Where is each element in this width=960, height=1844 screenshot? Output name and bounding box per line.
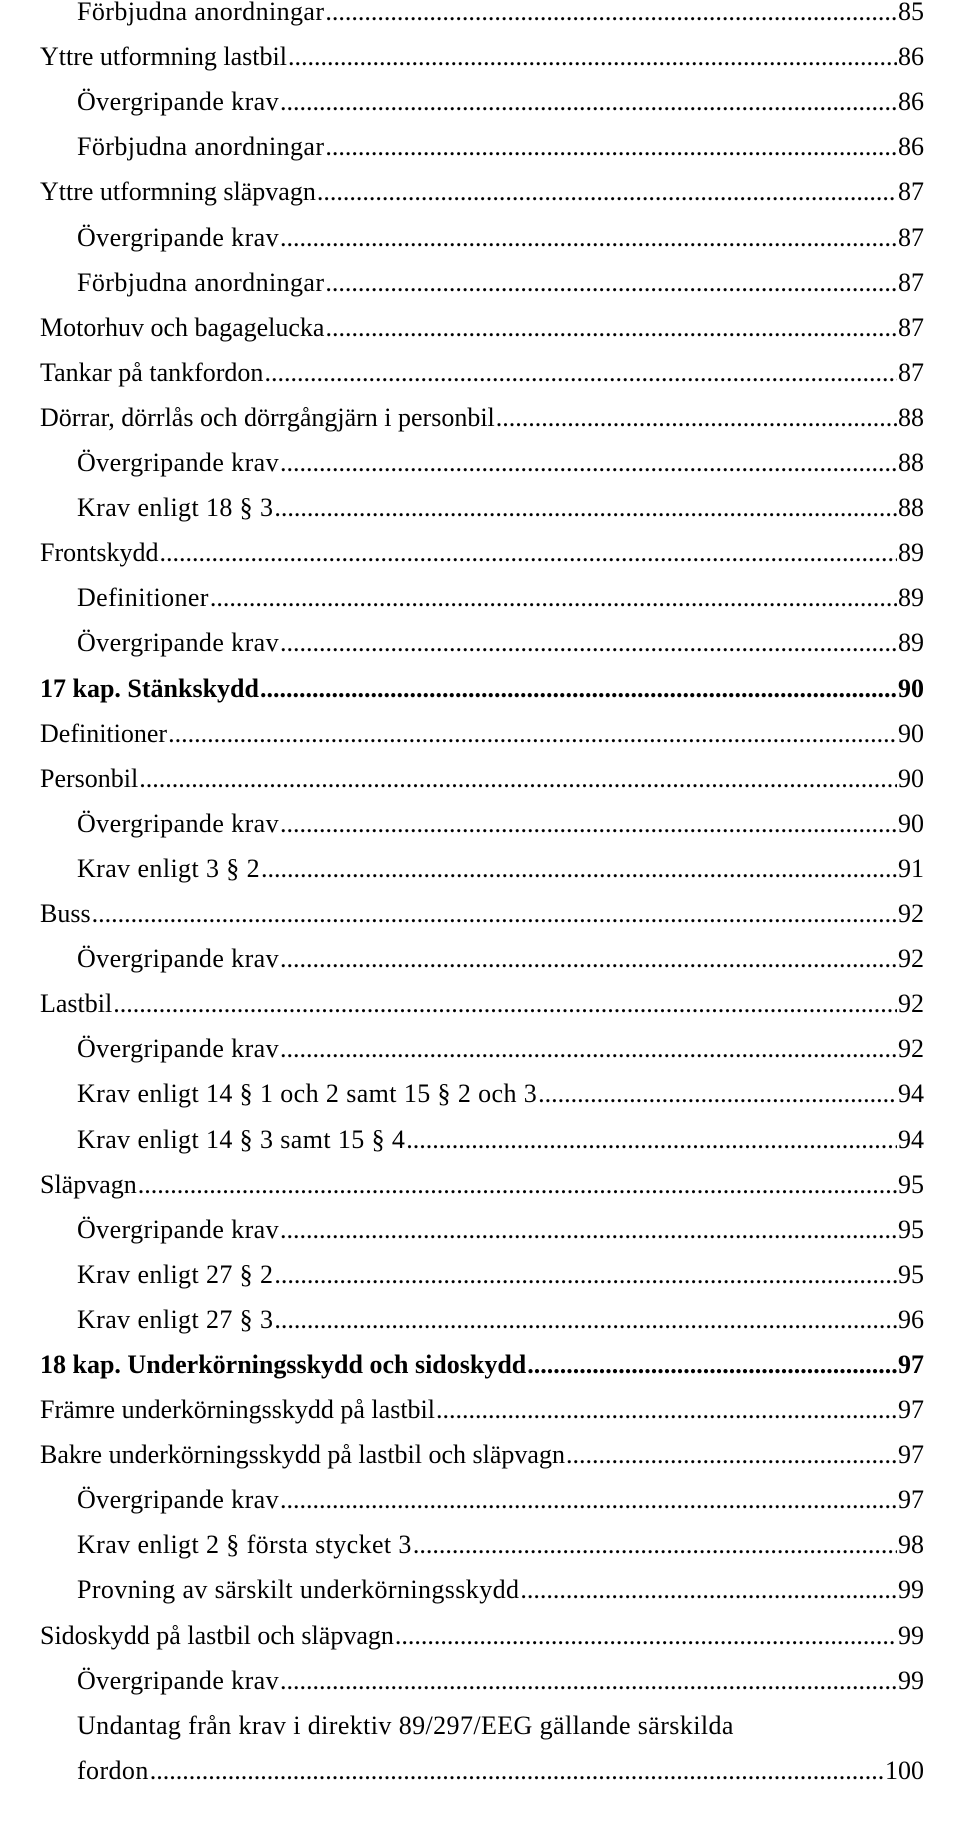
toc-entry[interactable] bbox=[77, 1661, 924, 1701]
dot-leader bbox=[168, 714, 897, 754]
toc-entry[interactable] bbox=[77, 218, 924, 258]
toc-entry[interactable] bbox=[77, 578, 924, 618]
toc-entry-title: Släpvagn bbox=[40, 1170, 137, 1199]
dot-leader bbox=[260, 669, 897, 709]
toc-entry-title: Tankar på tankfordon bbox=[40, 358, 264, 387]
toc-entry[interactable] bbox=[77, 1120, 924, 1160]
toc-entry-title: Definitioner bbox=[77, 583, 209, 612]
dot-leader bbox=[280, 623, 897, 663]
toc-entry[interactable] bbox=[77, 1706, 924, 1796]
toc-entry[interactable] bbox=[77, 127, 924, 167]
dot-leader bbox=[139, 759, 897, 799]
dot-leader bbox=[520, 1570, 897, 1610]
toc-entry[interactable] bbox=[77, 263, 924, 303]
dot-leader bbox=[264, 353, 897, 393]
toc-entry[interactable] bbox=[40, 894, 924, 934]
toc-entry-title: Yttre utformning lastbil bbox=[40, 42, 287, 71]
dot-leader bbox=[413, 1525, 897, 1565]
toc-entry[interactable] bbox=[77, 1570, 924, 1610]
dot-leader bbox=[325, 127, 897, 167]
toc-entry[interactable] bbox=[77, 443, 924, 483]
toc-entry[interactable] bbox=[77, 804, 924, 844]
toc-page-number: 99 bbox=[898, 1621, 924, 1650]
toc-entry[interactable] bbox=[77, 939, 924, 979]
toc-entry[interactable] bbox=[40, 1390, 924, 1430]
toc-entry[interactable] bbox=[40, 353, 924, 393]
toc-page-number: 92 bbox=[898, 944, 924, 973]
toc-page-number: 96 bbox=[898, 1305, 924, 1334]
toc-page-number: 89 bbox=[898, 628, 924, 657]
toc-entry[interactable] bbox=[77, 623, 924, 663]
toc-entry-title: Krav enligt 18 § 3 bbox=[77, 493, 274, 522]
dot-leader bbox=[280, 1210, 897, 1250]
toc-entry-title: Förbjudna anordningar bbox=[77, 268, 325, 297]
dot-leader bbox=[280, 1029, 897, 1069]
toc-page-number: 92 bbox=[898, 899, 924, 928]
toc-page-number: 95 bbox=[898, 1260, 924, 1289]
dot-leader bbox=[280, 1480, 897, 1520]
toc-entry-title: Övergripande krav bbox=[77, 1215, 279, 1244]
toc-entry[interactable] bbox=[40, 759, 924, 799]
toc-entry-title: Krav enligt 2 § första stycket 3 bbox=[77, 1530, 412, 1559]
toc-page-number: 100 bbox=[885, 1756, 924, 1785]
toc-entry-title: Övergripande krav bbox=[77, 1034, 279, 1063]
toc-page-number: 97 bbox=[898, 1350, 924, 1379]
toc-chapter-entry[interactable] bbox=[40, 669, 924, 709]
toc-entry-title: Sidoskydd på lastbil och släpvagn bbox=[40, 1621, 394, 1650]
toc-entry-title: Övergripande krav bbox=[77, 87, 279, 116]
toc-entry-title: Frontskydd bbox=[40, 538, 159, 567]
dot-leader bbox=[210, 578, 897, 618]
dot-leader bbox=[496, 398, 897, 438]
toc-page-number: 97 bbox=[898, 1395, 924, 1424]
dot-leader bbox=[325, 263, 897, 303]
toc-entry-title: Provning av särskilt underkörningsskydd bbox=[77, 1575, 520, 1604]
toc-entry-title: 18 kap. Underkörningsskydd och sidoskydd bbox=[40, 1350, 527, 1379]
toc-entry[interactable] bbox=[40, 172, 924, 212]
toc-entry-title: Övergripande krav bbox=[77, 448, 279, 477]
toc-page-number: 88 bbox=[898, 448, 924, 477]
toc-entry[interactable] bbox=[77, 1525, 924, 1565]
toc-entry[interactable] bbox=[40, 984, 924, 1024]
dot-leader bbox=[113, 984, 897, 1024]
dot-leader bbox=[261, 849, 897, 889]
toc-entry[interactable] bbox=[77, 0, 924, 32]
toc-entry-title: Definitioner bbox=[40, 719, 168, 748]
toc-entry[interactable] bbox=[40, 1616, 924, 1656]
toc-page-number: 95 bbox=[898, 1215, 924, 1244]
toc-entry-title: Krav enligt 14 § 1 och 2 samt 15 § 2 och 3 bbox=[77, 1079, 538, 1108]
toc-page-number: 91 bbox=[898, 854, 924, 883]
toc-entry-title: Övergripande krav bbox=[77, 223, 279, 252]
toc-entry-title: Övergripande krav bbox=[77, 1485, 279, 1514]
toc-entry-title: Krav enligt 14 § 3 samt 15 § 4 bbox=[77, 1125, 406, 1154]
dot-leader bbox=[436, 1390, 897, 1430]
dot-leader bbox=[280, 218, 897, 258]
toc-entry-title: Förbjudna anordningar bbox=[77, 132, 325, 161]
toc-entry-title: Förbjudna anordningar bbox=[77, 0, 325, 26]
toc-page-number: 86 bbox=[898, 132, 924, 161]
toc-entry-title: Övergripande krav bbox=[77, 809, 279, 838]
dot-leader bbox=[274, 1300, 897, 1340]
toc-entry[interactable] bbox=[77, 849, 924, 889]
toc-page-number: 97 bbox=[898, 1485, 924, 1514]
dot-leader bbox=[280, 804, 897, 844]
toc-entry-title: Övergripande krav bbox=[77, 628, 279, 657]
dot-leader bbox=[538, 1074, 897, 1114]
toc-page-number: 89 bbox=[898, 538, 924, 567]
toc-entry-title: Personbil bbox=[40, 764, 139, 793]
toc-entry-title-continued: fordon bbox=[77, 1756, 149, 1785]
dot-leader bbox=[150, 1751, 884, 1791]
toc-page-number: 87 bbox=[898, 177, 924, 206]
toc-page-number: 95 bbox=[898, 1170, 924, 1199]
toc-page-number: 87 bbox=[898, 223, 924, 252]
dot-leader bbox=[527, 1345, 897, 1385]
toc-entry-title: 17 kap. Stänkskydd bbox=[40, 674, 259, 703]
toc-entry-title: Krav enligt 3 § 2 bbox=[77, 854, 260, 883]
toc-page-number: 87 bbox=[898, 313, 924, 342]
toc-entry[interactable] bbox=[77, 488, 924, 528]
dot-leader bbox=[280, 939, 897, 979]
toc-entry[interactable] bbox=[77, 1074, 924, 1114]
toc-entry[interactable] bbox=[40, 37, 924, 77]
dot-leader bbox=[280, 443, 897, 483]
dot-leader bbox=[274, 1255, 897, 1295]
toc-page-number: 99 bbox=[898, 1666, 924, 1695]
toc-entry-title: Krav enligt 27 § 3 bbox=[77, 1305, 274, 1334]
toc-page-number: 90 bbox=[898, 674, 924, 703]
toc-entry[interactable] bbox=[40, 1165, 924, 1205]
toc-entry[interactable] bbox=[77, 1255, 924, 1295]
toc-page-number: 92 bbox=[898, 1034, 924, 1063]
toc-entry[interactable] bbox=[77, 1480, 924, 1520]
toc-page-number: 87 bbox=[898, 358, 924, 387]
toc-page-number: 90 bbox=[898, 719, 924, 748]
toc-page-number: 94 bbox=[898, 1125, 924, 1154]
toc-entry-title: Motorhuv och bagagelucka bbox=[40, 313, 325, 342]
toc-entry-title: Lastbil bbox=[40, 989, 113, 1018]
toc-page-number: 85 bbox=[898, 0, 924, 26]
toc-entry[interactable] bbox=[40, 1435, 924, 1475]
dot-leader bbox=[92, 894, 897, 934]
dot-leader bbox=[138, 1165, 897, 1205]
toc-entry[interactable] bbox=[77, 1210, 924, 1250]
dot-leader bbox=[280, 82, 897, 122]
dot-leader bbox=[566, 1435, 897, 1475]
dot-leader bbox=[317, 172, 897, 212]
toc-entry-title: Dörrar, dörrlås och dörrgångjärn i personbil bbox=[40, 403, 495, 432]
toc-entry-title: Yttre utformning släpvagn bbox=[40, 177, 316, 206]
toc-entry-title: Främre underkörningsskydd på lastbil bbox=[40, 1395, 435, 1424]
toc-entry-title: Undantag från krav i direktiv 89/297/EEG gällande särskilda bbox=[77, 1711, 734, 1740]
toc-page-number: 87 bbox=[898, 268, 924, 297]
toc-page-number: 88 bbox=[898, 403, 924, 432]
toc-page-number: 99 bbox=[898, 1575, 924, 1604]
toc-entry[interactable] bbox=[77, 1300, 924, 1340]
dot-leader bbox=[159, 533, 897, 573]
dot-leader bbox=[395, 1616, 897, 1656]
toc-entry-title: Krav enligt 27 § 2 bbox=[77, 1260, 274, 1289]
dot-leader bbox=[325, 0, 897, 32]
toc-entry[interactable] bbox=[40, 533, 924, 573]
toc-entry[interactable] bbox=[40, 308, 924, 348]
toc-page-number: 94 bbox=[898, 1079, 924, 1108]
dot-leader bbox=[288, 37, 897, 77]
dot-leader bbox=[280, 1661, 897, 1701]
toc-page-number: 88 bbox=[898, 493, 924, 522]
dot-leader bbox=[325, 308, 897, 348]
toc-page-number: 86 bbox=[898, 87, 924, 116]
toc-page-number: 90 bbox=[898, 809, 924, 838]
toc-page-number: 92 bbox=[898, 989, 924, 1018]
toc-entry-title: Buss bbox=[40, 899, 91, 928]
toc-entry[interactable] bbox=[40, 714, 924, 754]
toc-page-number: 89 bbox=[898, 583, 924, 612]
toc-chapter-entry[interactable] bbox=[40, 1345, 924, 1385]
toc-entry[interactable] bbox=[40, 398, 924, 438]
dot-leader bbox=[274, 488, 897, 528]
toc-entry-title: Bakre underkörningsskydd på lastbil och släpvagn bbox=[40, 1440, 565, 1469]
dot-leader bbox=[406, 1120, 897, 1160]
toc-entry-title: Övergripande krav bbox=[77, 944, 279, 973]
toc-entry[interactable] bbox=[77, 1029, 924, 1069]
toc-page-number: 97 bbox=[898, 1440, 924, 1469]
toc-page-number: 98 bbox=[898, 1530, 924, 1559]
toc-entry[interactable] bbox=[77, 82, 924, 122]
toc-page-number: 90 bbox=[898, 764, 924, 793]
toc-page-number: 86 bbox=[898, 42, 924, 71]
toc-entry-title: Övergripande krav bbox=[77, 1666, 279, 1695]
